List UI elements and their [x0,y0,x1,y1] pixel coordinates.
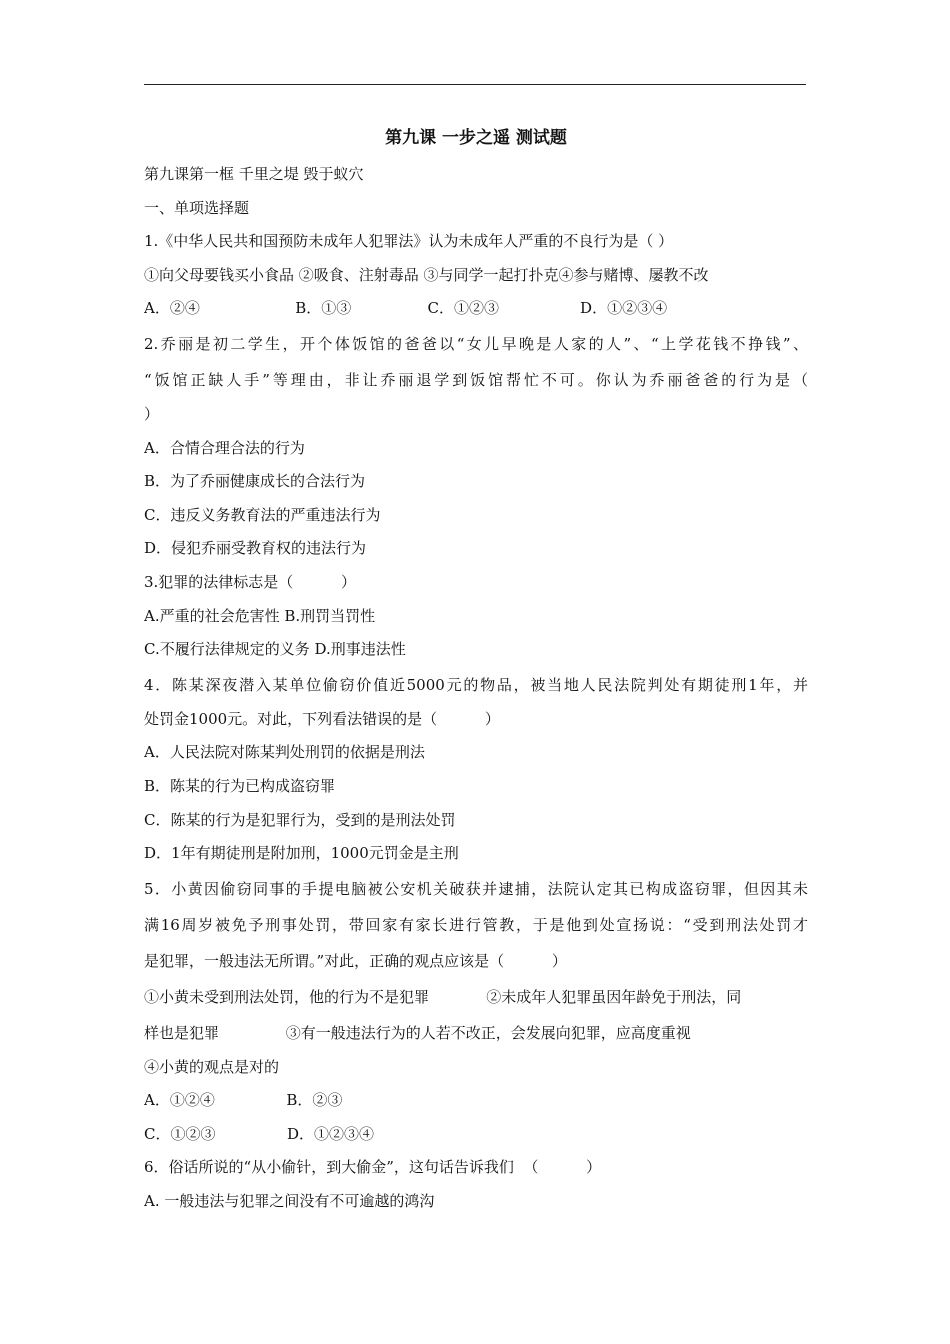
q5-stem-line2: 满16周岁被免予刑事处罚，带回家有家长进行管教，于是他到处宣扬说：“受到刑法处罚才 [144,915,808,934]
header-rule [144,84,806,85]
q1-stem: 1.《中华人民共和国预防未成年人犯罪法》认为未成年人严重的不良行为是（ ） [144,232,674,251]
document-body [144,124,808,1219]
q2-stem-line1: 2.乔丽是初二学生，开个体饭馆的爸爸以“女儿早晚是人家的人”、“上学花钱不挣钱”、 [144,334,808,353]
part-heading: 一、单项选择题 [144,198,250,217]
q5-items-line3: ④小黄的观点是对的 [144,1057,280,1076]
q4-stem-line1: 4．陈某深夜潜入某单位偷窃价值近5000元的物品，被当地人民法院判处有期徒刑1年，并 [144,675,808,694]
q2-option-c: C．违反义务教育法的严重违法行为 [144,505,381,524]
section-heading: 第九课第一框 千里之堤 毁于蚁穴 [144,165,364,183]
page-title: 第九课 一步之遥 测试题 [385,128,567,148]
q5-items-line1: ①小黄未受到刑法处罚，他的行为不是犯罪 ②未成年人犯罪虽因年龄免于刑法，同 [144,987,742,1006]
q5-options-cd: C．①②③ D．①②③④ [144,1124,375,1143]
q3-stem: 3.犯罪的法律标志是（ ） [144,572,356,591]
q4-option-c: C．陈某的行为是犯罪行为，受到的是刑法处罚 [144,810,456,829]
q2-stem-line3: ） [144,404,160,423]
q4-option-b: B．陈某的行为已构成盗窃罪 [144,776,336,795]
q2-stem-line2: “饭馆正缺人手”等理由，非让乔丽退学到饭馆帮忙不可。你认为乔丽爸爸的行为是（ [144,370,808,389]
q1-items: ①向父母要钱买小食品 ②吸食、注射毒品 ③与同学一起打扑克④参与赌博、屡教不改 [144,265,709,284]
q4-option-d: D．1年有期徒刑是附加刑，1000元罚金是主刑 [144,844,459,863]
q2-option-a: A．合情合理合法的行为 [144,438,305,457]
q2-option-b: B．为了乔丽健康成长的合法行为 [144,472,366,491]
q6-option-a: A. 一般违法与犯罪之间没有不可逾越的鸿沟 [144,1192,435,1211]
q4-option-a: A．人民法院对陈某判处刑罚的依据是刑法 [144,743,425,762]
q3-options-cd: C.不履行法律规定的义务 D.刑事违法性 [144,640,406,659]
q4-stem-line2: 处罚金1000元。对此，下列看法错误的是（ ） [144,709,500,728]
q5-stem-line3: 是犯罪，一般违法无所谓。”对此，正确的观点应该是（ ） [144,951,567,970]
q1-options: A．②④ B．①③ C．①②③ D．①②③④ [144,299,668,318]
q5-options-ab: A．①②④ B．②③ [144,1091,343,1110]
q2-option-d: D．侵犯乔丽受教育权的违法行为 [144,539,367,558]
q5-items-line2: 样也是犯罪 ③有一般违法行为的人若不改正，会发展向犯罪，应高度重视 [144,1023,691,1042]
q5-stem-line1: 5．小黄因偷窃同事的手提电脑被公安机关破获并逮捕，法院认定其已构成盗窃罪，但因其未 [144,879,808,898]
q3-options-ab: A.严重的社会危害性 B.刑罚当罚性 [144,606,376,625]
q6-stem: 6．俗话所说的“从小偷针，到大偷金”，这句话告诉我们 （ ） [144,1158,602,1177]
